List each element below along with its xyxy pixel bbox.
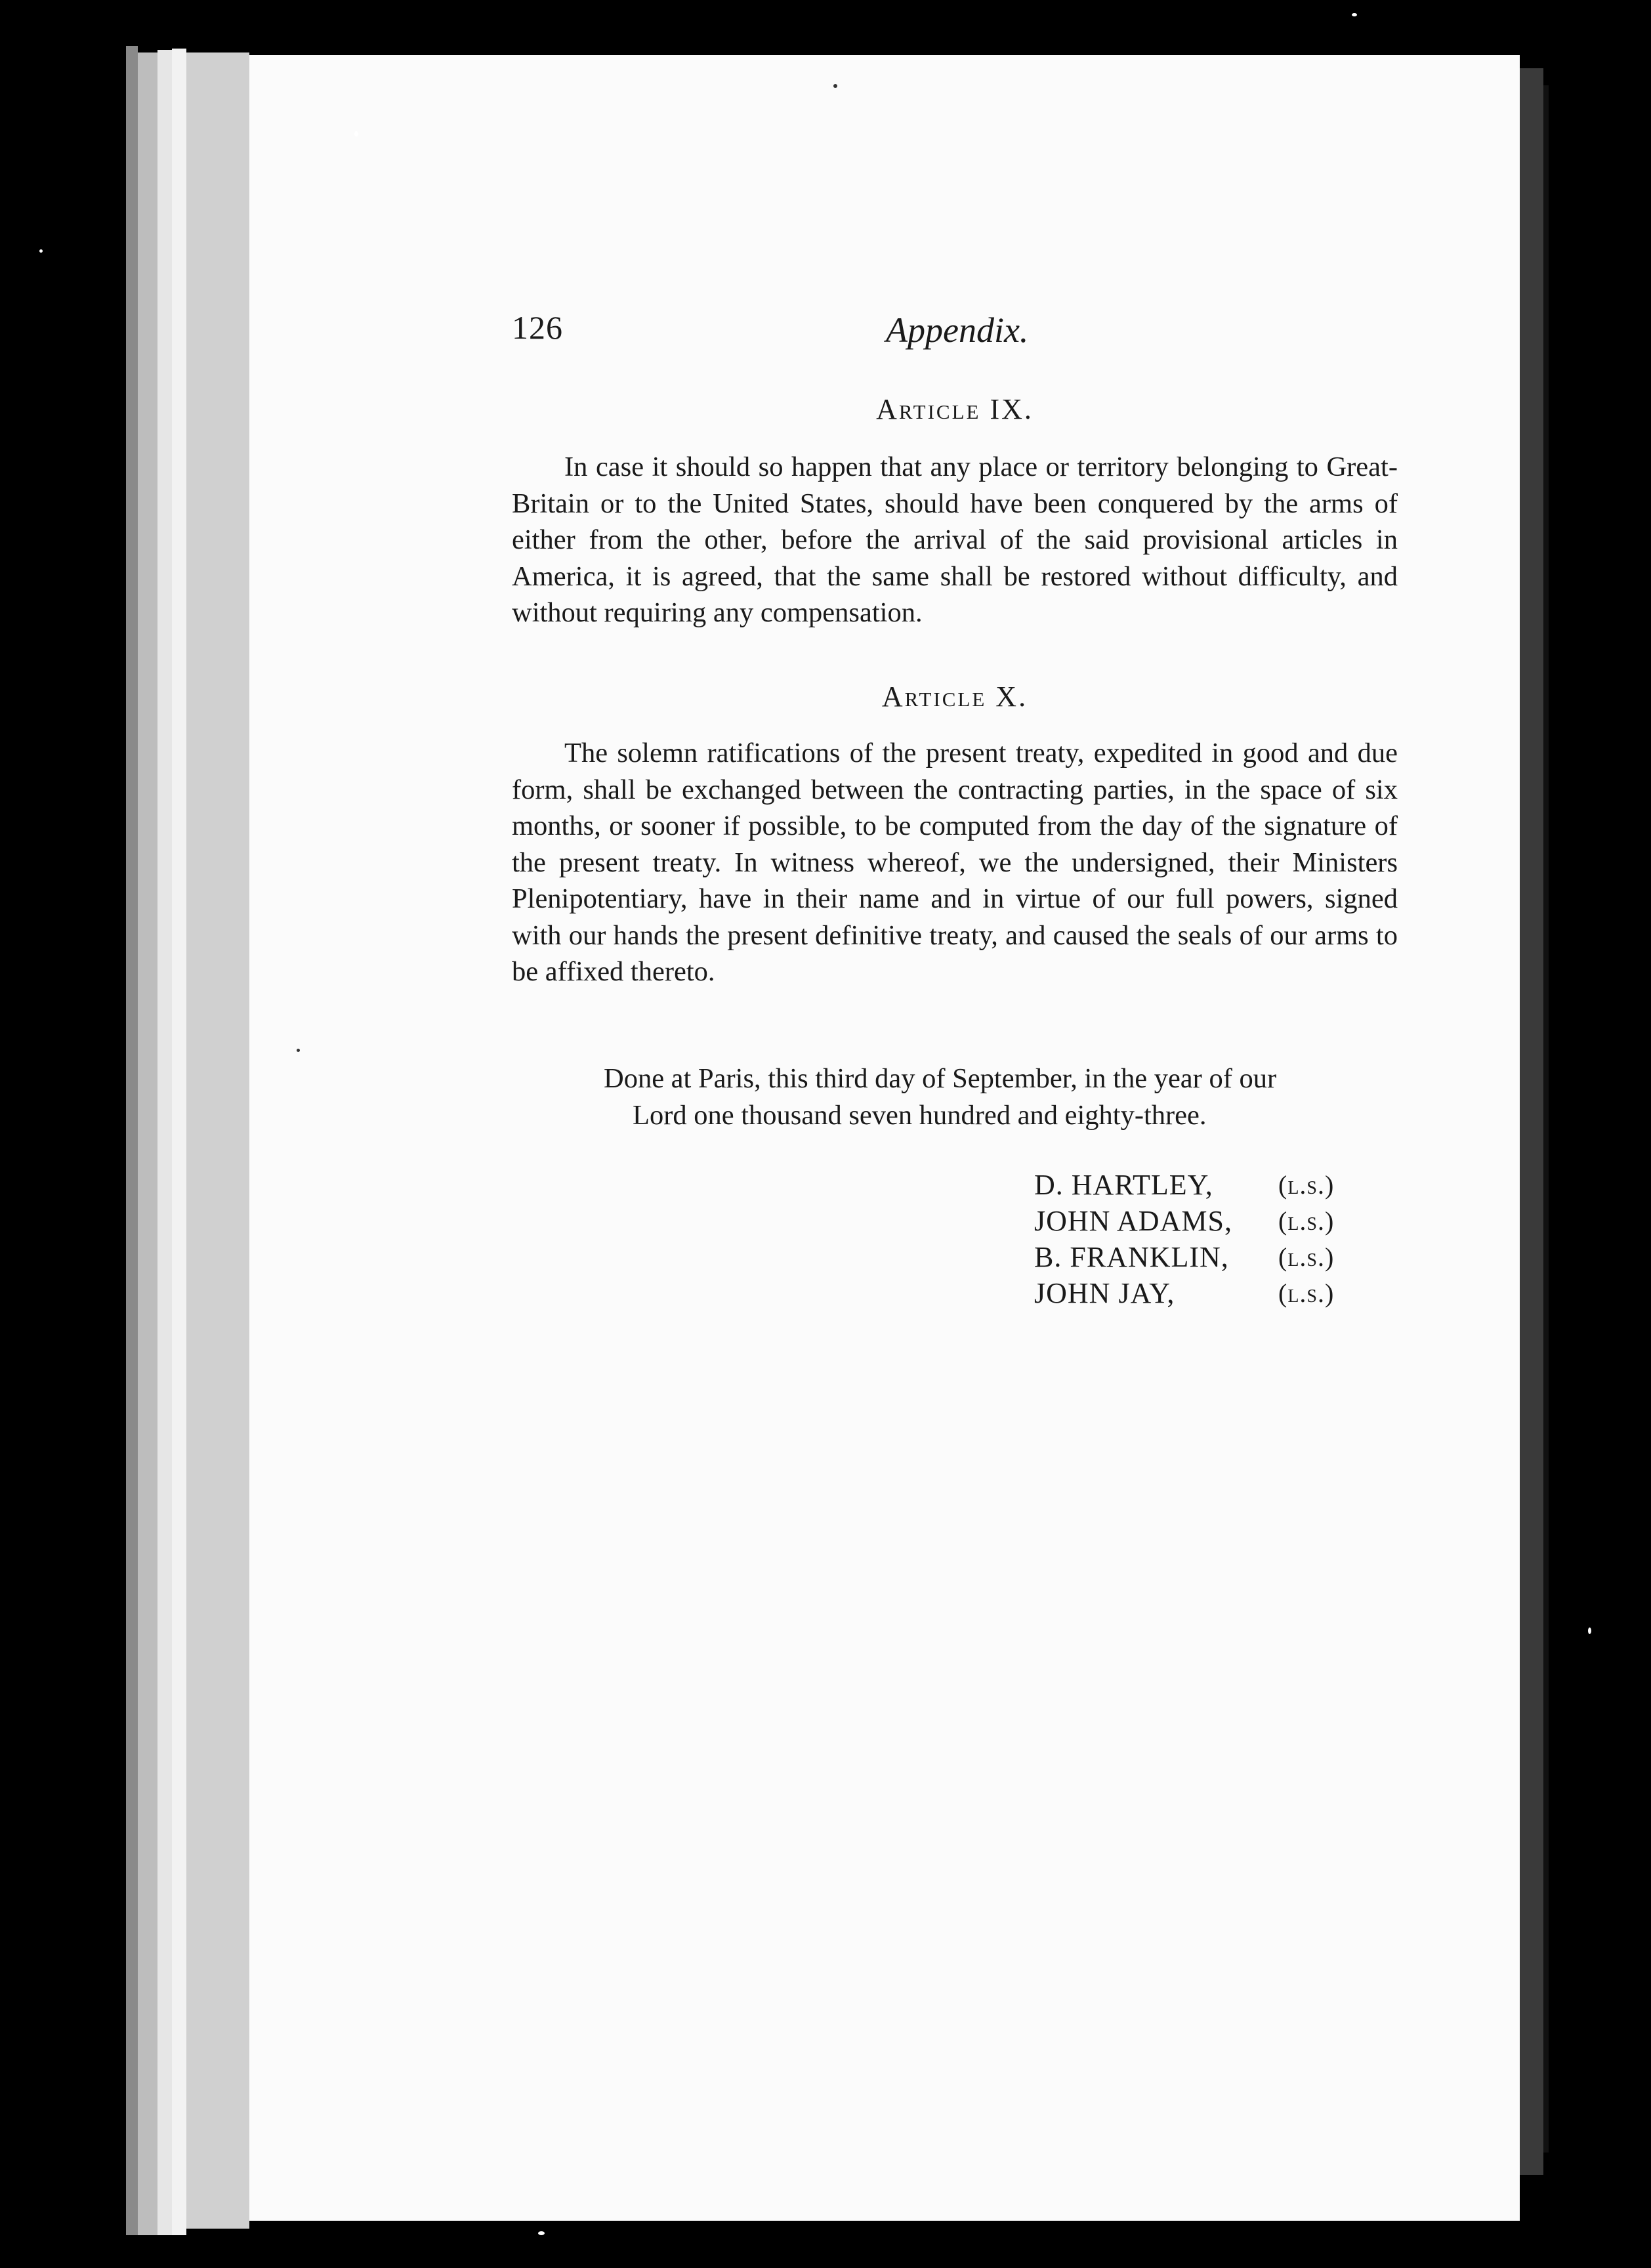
- facing-page-edge: [1520, 68, 1543, 2175]
- dated-line: Lord one thousand seven hundred and eighty-three.: [633, 1099, 1207, 1131]
- article-ix-text: In case it should so happen that any place or territory belonging to Great-Britain or to the United States, should have been conquered by the arms of either from the other, before the arrival of the said provisional articles in America, it is agreed, that the same shall be restored without difficulty, and without requiring any compensation.: [512, 452, 1398, 628]
- scan-speck: [1352, 13, 1357, 16]
- signatory-name: B. FRANKLIN,: [1034, 1241, 1229, 1273]
- running-head: [512, 308, 1457, 361]
- page-edge: [138, 52, 157, 2235]
- signatory-name: JOHN ADAMS,: [1034, 1205, 1232, 1237]
- scan-speck: [833, 84, 837, 88]
- page-edge: [186, 52, 249, 2229]
- page-edge: [126, 46, 138, 2235]
- signature-line: [1034, 1203, 1428, 1239]
- signatory-name: D. HARTLEY,: [1034, 1169, 1213, 1201]
- scan-speck: [1588, 1628, 1591, 1634]
- page-edge: [172, 49, 186, 2235]
- signature-block: [1034, 1167, 1428, 1311]
- page-edge: [157, 50, 172, 2235]
- signatory-name: JOHN JAY,: [1034, 1277, 1175, 1309]
- article-x-heading: Article X.: [881, 681, 1028, 713]
- dated-line: Done at Paris, this third day of September, in the year of our: [604, 1063, 1277, 1094]
- page-number: 126: [512, 309, 563, 346]
- signature-line: [1034, 1239, 1428, 1275]
- signature-line: [1034, 1275, 1428, 1311]
- seal-mark: (l.s.): [1278, 1170, 1335, 1200]
- dated-clause: [604, 1060, 1398, 1133]
- scan-speck: [538, 2231, 545, 2235]
- scan-speck: [39, 249, 43, 253]
- seal-mark: (l.s.): [1278, 1242, 1335, 1272]
- scan-speck: [297, 1049, 300, 1052]
- seal-mark: (l.s.): [1278, 1206, 1335, 1236]
- seal-mark: (l.s.): [1278, 1278, 1335, 1308]
- scan-speck: [354, 131, 358, 136]
- article-ix-heading: Article IX.: [876, 393, 1034, 425]
- article-x-text: The solemn ratifications of the present treaty, expedited in good and due form, shall be exchanged between the contracting parties, in the space of six months, or sooner if possible, to be computed from the day of the signature of the present treaty. In witness whereof, we the undersigned, their Ministers Plenipotentiary, have in their name and in virtue of our full powers, signed with our hands the present definitive treaty, and caused the seals of our arms to be affixed thereto.: [512, 738, 1398, 987]
- running-title: Appendix.: [886, 310, 1029, 350]
- facing-page-edge: [1543, 85, 1549, 2152]
- book-page: [249, 55, 1520, 2221]
- signature-line: [1034, 1167, 1428, 1203]
